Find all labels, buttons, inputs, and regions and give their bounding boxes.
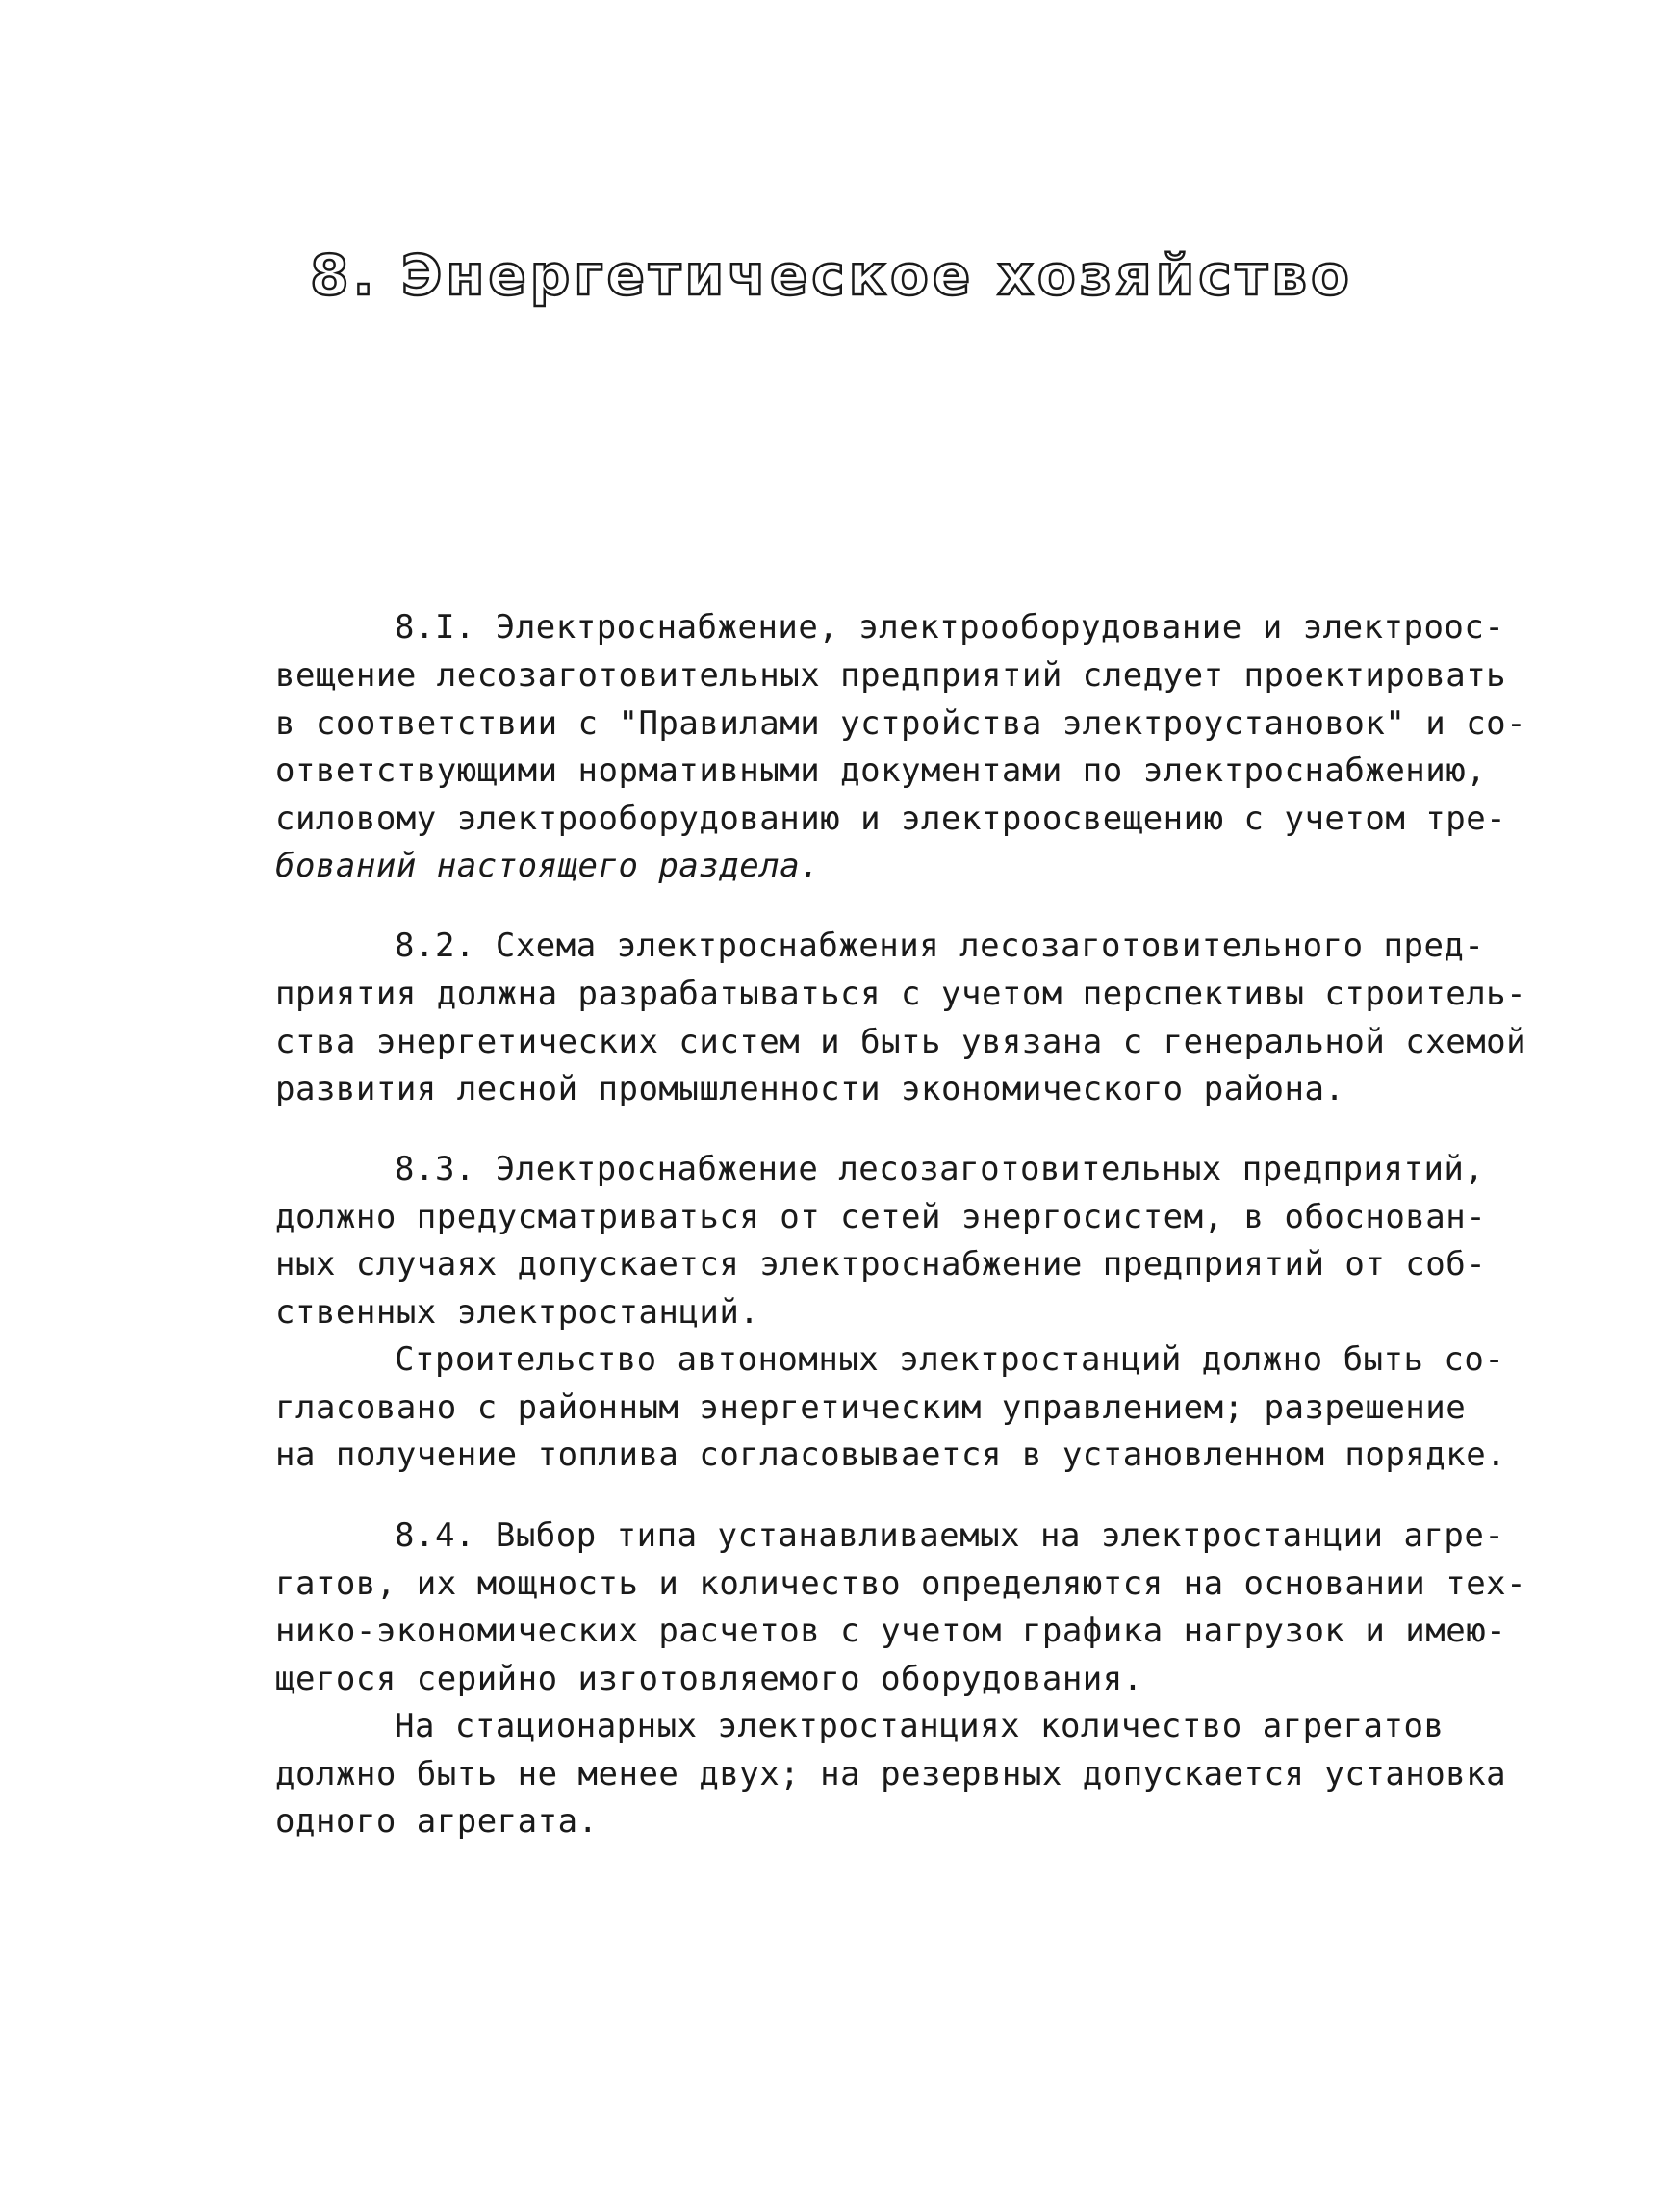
text-line: ответствующими нормативными документами по электроснабжению, xyxy=(275,751,1487,790)
text-line: Строительство автономных электростанций должно быть со- xyxy=(395,1340,1505,1379)
text-line: на получение топлива согласовывается в установленном порядке. xyxy=(275,1436,1507,1474)
text-line: щегося серийно изготовляемого оборудования. xyxy=(275,1660,1143,1698)
text-line: ства энергетических систем и быть увязана с генеральной схемой xyxy=(275,1023,1527,1061)
text-line: 8.2. Схема электроснабжения лесозаготовительного пред- xyxy=(395,927,1485,965)
text-line: одного агрегата. xyxy=(275,1802,599,1841)
text-line: должно предусматриваться от сетей энергосистем, в обоснован- xyxy=(275,1198,1487,1236)
text-line: бований настоящего раздела. xyxy=(275,847,821,885)
text-line: должно быть не менее двух; на резервных допускается установка xyxy=(275,1755,1507,1793)
text-line: ных случаях допускается электроснабжение предприятий от соб- xyxy=(275,1245,1487,1284)
page-title: 8. Энергетическое хозяйство xyxy=(310,242,1353,308)
text-line: вещение лесозаготовительных предприятий следует проектировать xyxy=(275,656,1507,695)
text-line: На стационарных электростанциях количество агрегатов xyxy=(395,1707,1445,1745)
text-line: развития лесной промышленности экономического района. xyxy=(275,1070,1345,1108)
text-line: нико-экономических расчетов с учетом графика нагрузок и имею- xyxy=(275,1612,1507,1650)
text-line: гатов, их мощность и количество определяются на основании тех- xyxy=(275,1564,1527,1603)
text-line: 8.I. Электроснабжение, электрооборудование и электроос- xyxy=(395,608,1505,647)
text-line: в соответствии с "Правилами устройства электроустановок" и со- xyxy=(275,704,1527,743)
text-line: 8.4. Выбор типа устанавливаемых на электростанции агре- xyxy=(395,1516,1505,1555)
text-line: ственных электростанций. xyxy=(275,1293,760,1332)
text-line: силовому электрооборудованию и электроосвещению с учетом тре- xyxy=(275,800,1507,838)
text-line: 8.3. Электроснабжение лесозаготовительных предприятий, xyxy=(395,1150,1485,1188)
text-line: гласовано с районным энергетическим управлением; разрешение xyxy=(275,1388,1467,1427)
text-line: приятия должна разрабатываться с учетом перспективы строитель- xyxy=(275,975,1527,1013)
